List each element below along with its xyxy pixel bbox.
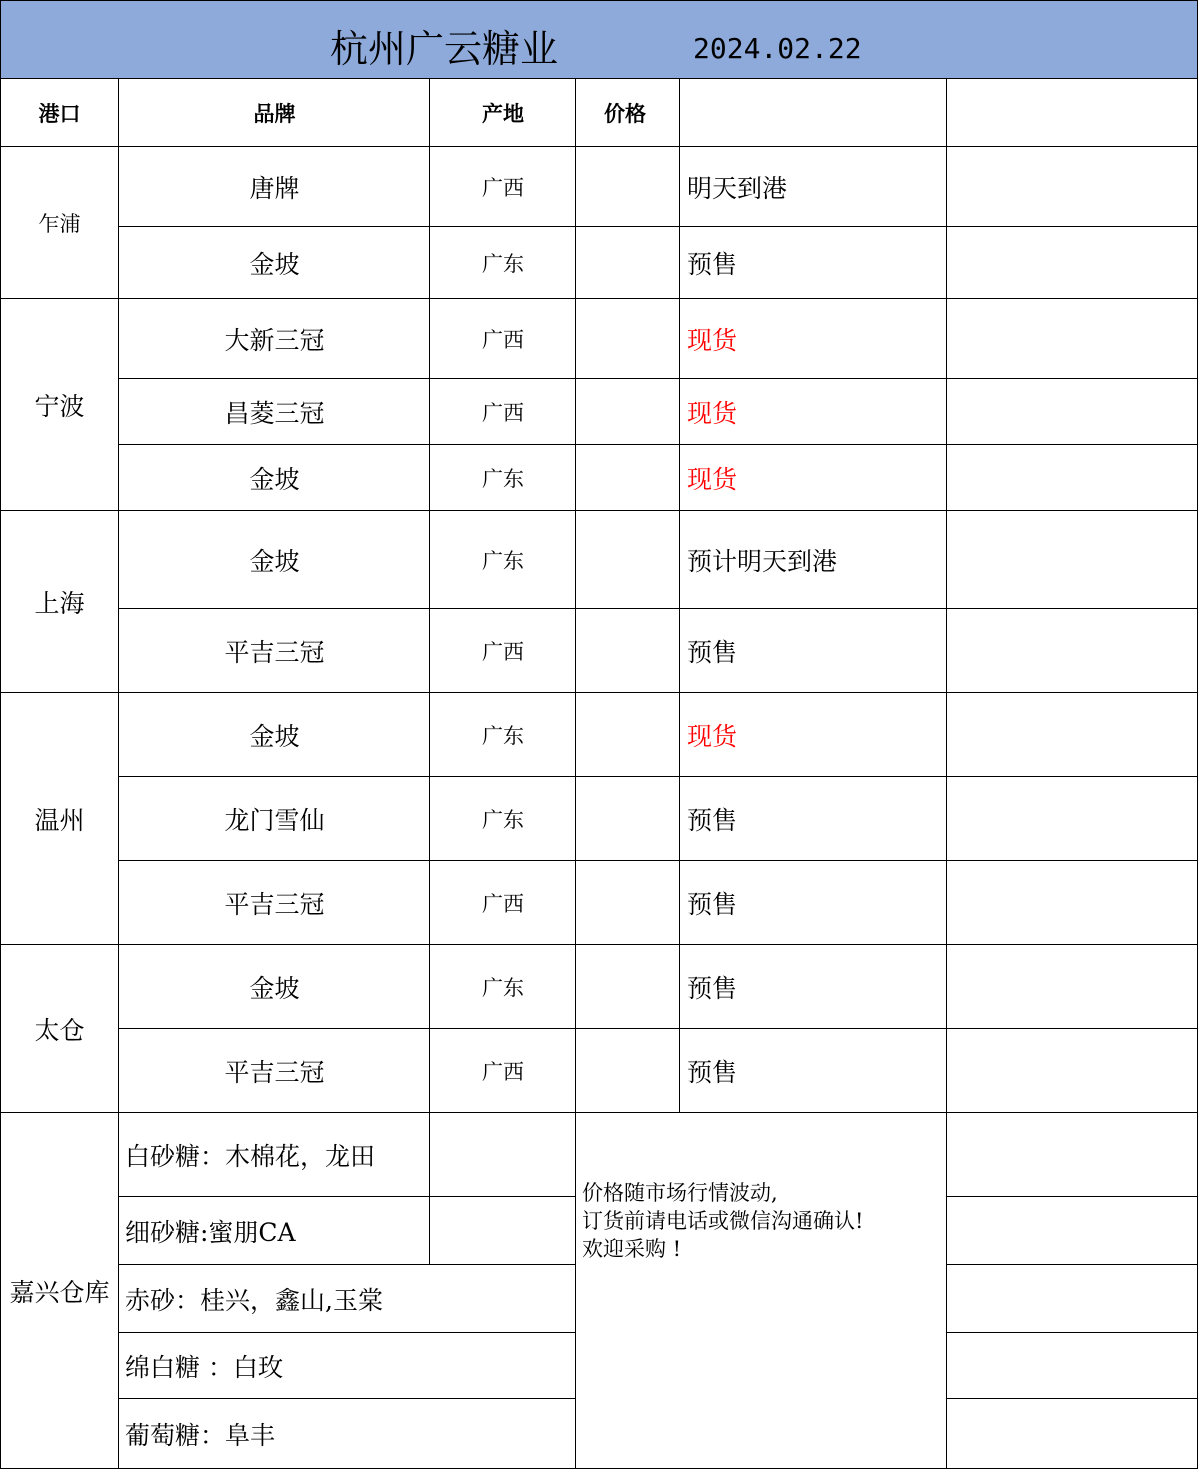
grid-line: [118, 378, 1198, 379]
origin-cell: 广东: [482, 252, 524, 276]
grid-line: [946, 1264, 1198, 1265]
warehouse-product: 绵白糖 ：白玫: [125, 1353, 283, 1382]
origin-cell: 广西: [482, 640, 524, 664]
origin-cell: 广西: [482, 1060, 524, 1084]
grid-line: [429, 79, 430, 1113]
warehouse-product: 赤砂：桂兴，鑫山,玉棠: [125, 1286, 383, 1315]
price-note: 价格随市场行情波动, 订货前请电话或微信沟通确认! 欢迎采购 !: [582, 1181, 864, 1261]
origin-cell: 广东: [482, 467, 524, 491]
port-cell: 太仓: [34, 1016, 85, 1045]
brand-cell: 龙门雪仙: [224, 806, 325, 835]
grid-line: [429, 1113, 430, 1265]
brand-cell: 金坡: [249, 722, 300, 751]
grid-line: [118, 1332, 576, 1333]
grid-line: [118, 1398, 576, 1399]
status-cell: 预售: [687, 890, 738, 919]
grid-line: [679, 79, 680, 1113]
grid-line: [118, 1264, 576, 1265]
origin-cell: 广东: [482, 724, 524, 748]
column-header-port: 港口: [38, 101, 81, 126]
origin-cell: 广西: [482, 892, 524, 916]
port-cell: 宁波: [34, 392, 85, 421]
grid-line: [0, 0, 1, 1469]
origin-cell: 广东: [482, 976, 524, 1000]
grid-line: [946, 1332, 1198, 1333]
brand-cell: 平吉三冠: [224, 890, 325, 919]
warehouse-product: 细砂糖:蜜朋CA: [125, 1218, 296, 1247]
grid-line: [0, 944, 1198, 945]
grid-line: [575, 79, 576, 1469]
port-cell: 温州: [34, 806, 85, 835]
status-cell: 现货: [687, 399, 738, 428]
page-title: 杭州广云糖业: [330, 26, 559, 71]
grid-line: [0, 510, 1198, 511]
warehouse-product: 白砂糖：木棉花，龙田: [125, 1142, 376, 1171]
brand-cell: 唐牌: [249, 174, 300, 203]
brand-cell: 金坡: [249, 974, 300, 1003]
brand-cell: 金坡: [249, 465, 300, 494]
status-cell: 明天到港: [687, 174, 788, 203]
origin-cell: 广西: [482, 328, 524, 352]
port-cell: 上海: [34, 589, 85, 618]
grid-line: [0, 1112, 1198, 1113]
grid-line: [0, 78, 1198, 79]
brand-cell: 大新三冠: [224, 326, 325, 355]
grid-line: [0, 146, 1198, 147]
status-cell: 现货: [687, 326, 738, 355]
grid-line: [946, 1196, 1198, 1197]
grid-line: [946, 1398, 1198, 1399]
header-banner: [0, 0, 1198, 79]
grid-line: [0, 298, 1198, 299]
grid-line: [0, 0, 1198, 1]
grid-line: [118, 226, 1198, 227]
port-cell: 乍浦: [38, 212, 81, 236]
status-cell: 预售: [687, 250, 738, 279]
status-cell: 预计明天到港: [687, 547, 838, 576]
grid-line: [118, 1196, 576, 1197]
status-cell: 现货: [687, 465, 738, 494]
grid-line: [118, 776, 1198, 777]
origin-cell: 广西: [482, 176, 524, 200]
column-header-price: 价格: [604, 101, 646, 126]
brand-cell: 平吉三冠: [224, 638, 325, 667]
port-cell: 嘉兴仓库: [9, 1278, 110, 1307]
status-cell: 预售: [687, 638, 738, 667]
status-cell: 预售: [687, 1058, 738, 1087]
status-cell: 预售: [687, 806, 738, 835]
status-cell: 预售: [687, 974, 738, 1003]
grid-line: [118, 860, 1198, 861]
status-cell: 现货: [687, 722, 738, 751]
brand-cell: 平吉三冠: [224, 1058, 325, 1087]
origin-cell: 广东: [482, 549, 524, 573]
grid-line: [946, 79, 947, 1469]
brand-cell: 昌菱三冠: [224, 399, 325, 428]
origin-cell: 广西: [482, 401, 524, 425]
brand-cell: 金坡: [249, 250, 300, 279]
brand-cell: 金坡: [249, 547, 300, 576]
report-date: 2024.02.22: [693, 31, 862, 65]
grid-line: [118, 608, 1198, 609]
grid-line: [0, 692, 1198, 693]
grid-line: [118, 79, 119, 1469]
origin-cell: 广东: [482, 808, 524, 832]
column-header-origin: 产地: [482, 101, 524, 126]
grid-line: [118, 444, 1198, 445]
warehouse-product: 葡萄糖：阜丰: [125, 1421, 276, 1450]
grid-line: [118, 1028, 1198, 1029]
column-header-brand: 品牌: [253, 101, 296, 126]
